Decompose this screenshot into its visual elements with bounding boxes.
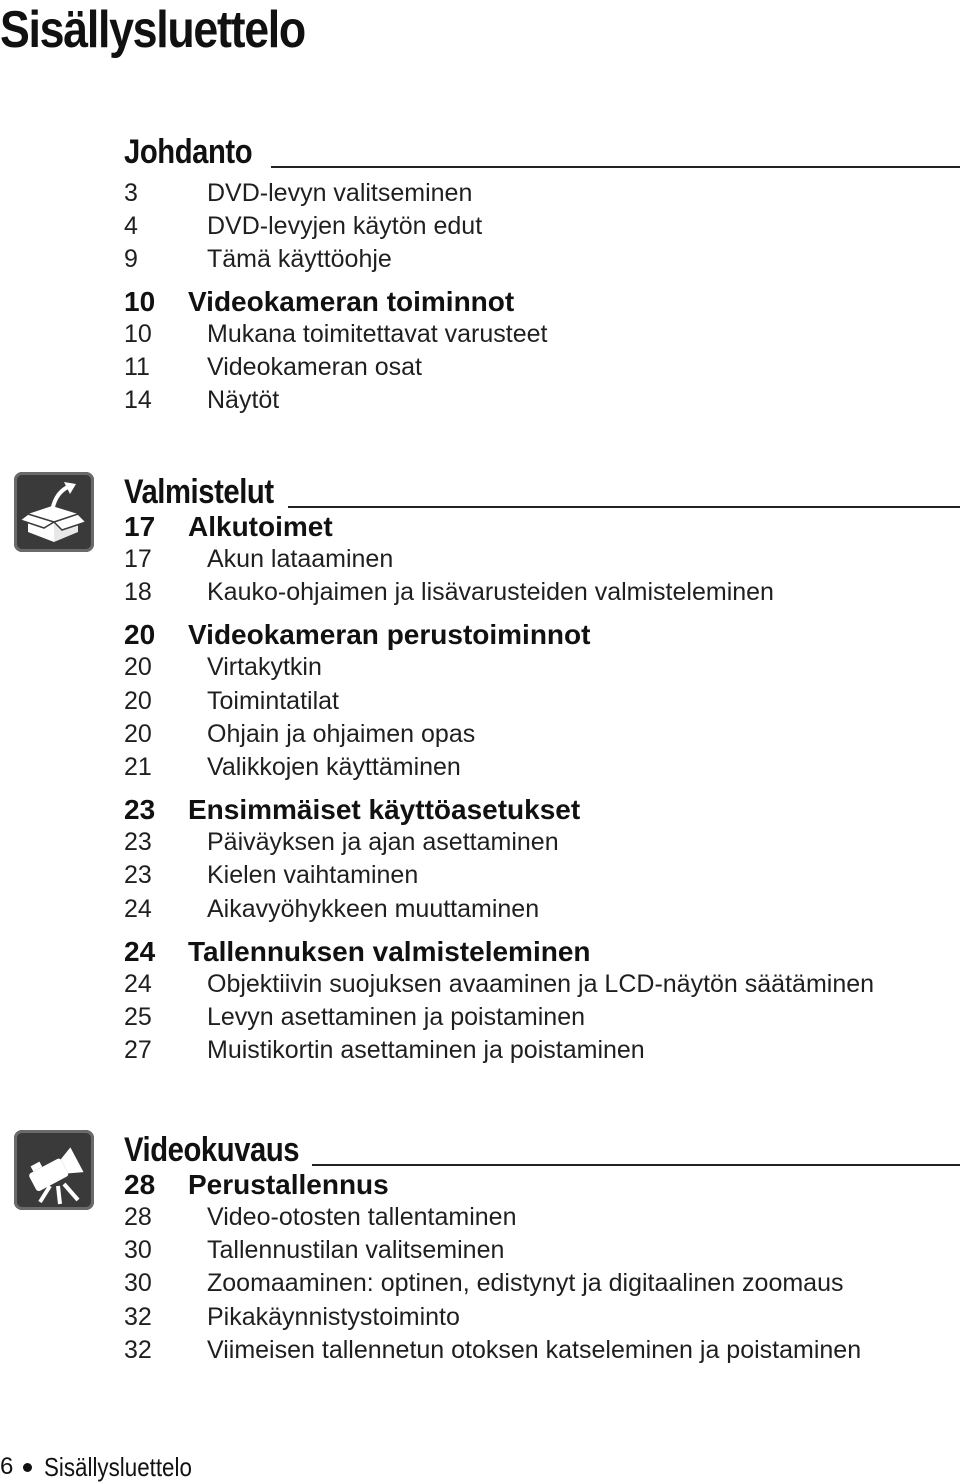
- video-camera-icon: [14, 1130, 94, 1210]
- page-number: 3: [124, 179, 138, 208]
- entry-label: Videokameran osat: [207, 352, 422, 381]
- entry-label: Toimintatilat: [207, 686, 339, 715]
- toc-entry[interactable]: [124, 1267, 960, 1300]
- toc-entry[interactable]: [124, 968, 960, 1001]
- toc-entry[interactable]: [124, 384, 960, 417]
- entry-label: Levyn asettaminen ja poistaminen: [207, 1002, 586, 1031]
- page-number: 20: [124, 619, 156, 651]
- entry-label: Tämä käyttöohje: [207, 245, 392, 274]
- toc-entry[interactable]: [124, 243, 960, 276]
- page-title: Sisällysluettelo: [0, 1, 305, 59]
- section-title: Videokuvaus: [124, 1131, 300, 1169]
- toc-entry[interactable]: [124, 893, 960, 926]
- entry-label: Valikkojen käyttäminen: [207, 753, 461, 782]
- page-number: 25: [124, 1002, 152, 1031]
- toc-entry[interactable]: [124, 751, 960, 784]
- entry-label: Aikavyöhykkeen muuttaminen: [207, 894, 540, 923]
- page-number: 24: [124, 969, 152, 998]
- entry-label: Viimeisen tallennetun otoksen katseleminen ja poistaminen: [207, 1335, 862, 1364]
- toc-entry[interactable]: [124, 177, 960, 210]
- page-number: 18: [124, 578, 152, 607]
- entry-label: Mukana toimitettavat varusteet: [207, 319, 548, 348]
- toc-entry[interactable]: [124, 318, 960, 351]
- toc-group: [124, 935, 960, 1068]
- toc-entry[interactable]: [124, 351, 960, 384]
- toc-entry[interactable]: [124, 576, 960, 609]
- toc-group: [124, 793, 960, 926]
- group-heading[interactable]: [124, 618, 960, 651]
- page-number: 24: [124, 894, 152, 923]
- entry-label: Muistikortin asettaminen ja poistaminen: [207, 1036, 645, 1065]
- page-number: 17: [124, 511, 156, 542]
- entry-label: Virtakytkin: [207, 653, 322, 682]
- toc-group: [124, 1168, 960, 1367]
- entry-label: Akun lataaminen: [207, 545, 394, 574]
- page-number: 23: [124, 794, 156, 826]
- page-number: 11: [124, 352, 150, 381]
- toc-entry[interactable]: [124, 1234, 960, 1267]
- entry-label: Video-otosten tallentaminen: [207, 1203, 517, 1232]
- entry-label: Zoomaaminen: optinen, edistynyt ja digitaalinen zoomaus: [207, 1269, 844, 1298]
- toc-group: [124, 618, 960, 784]
- entry-label: DVD-levyn valitseminen: [207, 179, 473, 208]
- group-heading[interactable]: [124, 285, 960, 318]
- entry-label: Ohjain ja ohjaimen opas: [207, 719, 476, 748]
- group-heading[interactable]: [124, 1168, 960, 1201]
- toc-entry[interactable]: [124, 210, 960, 243]
- page-number: 28: [124, 1169, 156, 1200]
- toc-entry[interactable]: [124, 1301, 960, 1334]
- page-number: 17: [124, 545, 152, 574]
- section-rule: [312, 1164, 960, 1166]
- group-heading[interactable]: [124, 935, 960, 968]
- page-number: 32: [124, 1302, 152, 1331]
- section-header: [124, 1130, 960, 1170]
- bullet-icon: [23, 1463, 32, 1472]
- toc-entry[interactable]: [124, 1334, 960, 1367]
- toc-entry[interactable]: [124, 651, 960, 684]
- toc-entry[interactable]: [124, 718, 960, 751]
- group-heading[interactable]: [124, 510, 960, 543]
- section-header: [124, 132, 960, 172]
- page-number: 23: [124, 861, 152, 890]
- group-heading[interactable]: [124, 793, 960, 826]
- entry-label: Näytöt: [207, 386, 280, 415]
- section-title: Johdanto: [124, 133, 253, 171]
- toc-entry[interactable]: [124, 859, 960, 892]
- page-number: 4: [124, 212, 138, 241]
- page-number: 9: [124, 245, 138, 274]
- toc-entry[interactable]: [124, 1001, 960, 1034]
- entry-label: DVD-levyjen käytön edut: [207, 212, 483, 241]
- toc-entry[interactable]: [124, 1201, 960, 1234]
- group-title: Videokameran toiminnot: [188, 285, 515, 317]
- entry-label: Kielen vaihtaminen: [207, 861, 419, 890]
- section-videokuvaus: [124, 1130, 960, 1367]
- page-number: 10: [124, 319, 152, 348]
- section-johdanto: [124, 132, 960, 417]
- section-valmistelut: [124, 472, 960, 1067]
- page-number: 20: [124, 686, 152, 715]
- page-number: 24: [124, 935, 156, 967]
- toc-entry[interactable]: [124, 826, 960, 859]
- group-title: Ensimmäiset käyttöasetukset: [188, 794, 581, 826]
- toc-group: [124, 177, 960, 277]
- toc-entry[interactable]: [124, 685, 960, 718]
- entry-label: Kauko-ohjaimen ja lisävarusteiden valmisteleminen: [207, 578, 774, 607]
- entry-label: Päiväyksen ja ajan asettaminen: [207, 828, 559, 857]
- entry-label: Objektiivin suojuksen avaaminen ja LCD-näytön säätäminen: [207, 969, 875, 998]
- toc-group: [124, 510, 960, 609]
- entry-label: Pikakäynnistystoiminto: [207, 1302, 460, 1331]
- page-number: 30: [124, 1236, 152, 1265]
- page-number: 20: [124, 719, 152, 748]
- group-title: Alkutoimet: [188, 511, 333, 542]
- group-title: Tallennuksen valmisteleminen: [188, 935, 591, 967]
- group-title: Videokameran perustoiminnot: [188, 619, 591, 651]
- page-number: 21: [124, 753, 152, 782]
- toc-entry[interactable]: [124, 1034, 960, 1067]
- page-number: 28: [124, 1203, 152, 1232]
- page-number: 14: [124, 386, 152, 415]
- page-number: 10: [124, 285, 156, 317]
- page-number: 20: [124, 653, 152, 682]
- page-footer: [0, 1452, 216, 1482]
- section-rule: [271, 166, 960, 168]
- page-number: 27: [124, 1036, 152, 1065]
- group-title: Perustallennus: [188, 1169, 389, 1200]
- page-number: 32: [124, 1335, 152, 1364]
- toc-entry[interactable]: [124, 543, 960, 576]
- footer-page-number: 6: [0, 1453, 14, 1480]
- toc-group: [124, 285, 960, 418]
- open-box-icon: [14, 472, 94, 552]
- entry-label: Tallennustilan valitseminen: [207, 1236, 505, 1265]
- page-number: 23: [124, 828, 152, 857]
- footer-title: Sisällysluettelo: [44, 1451, 193, 1482]
- section-rule: [288, 506, 960, 508]
- section-header: [124, 472, 960, 512]
- page-number: 30: [124, 1269, 152, 1298]
- section-title: Valmistelut: [124, 473, 274, 511]
